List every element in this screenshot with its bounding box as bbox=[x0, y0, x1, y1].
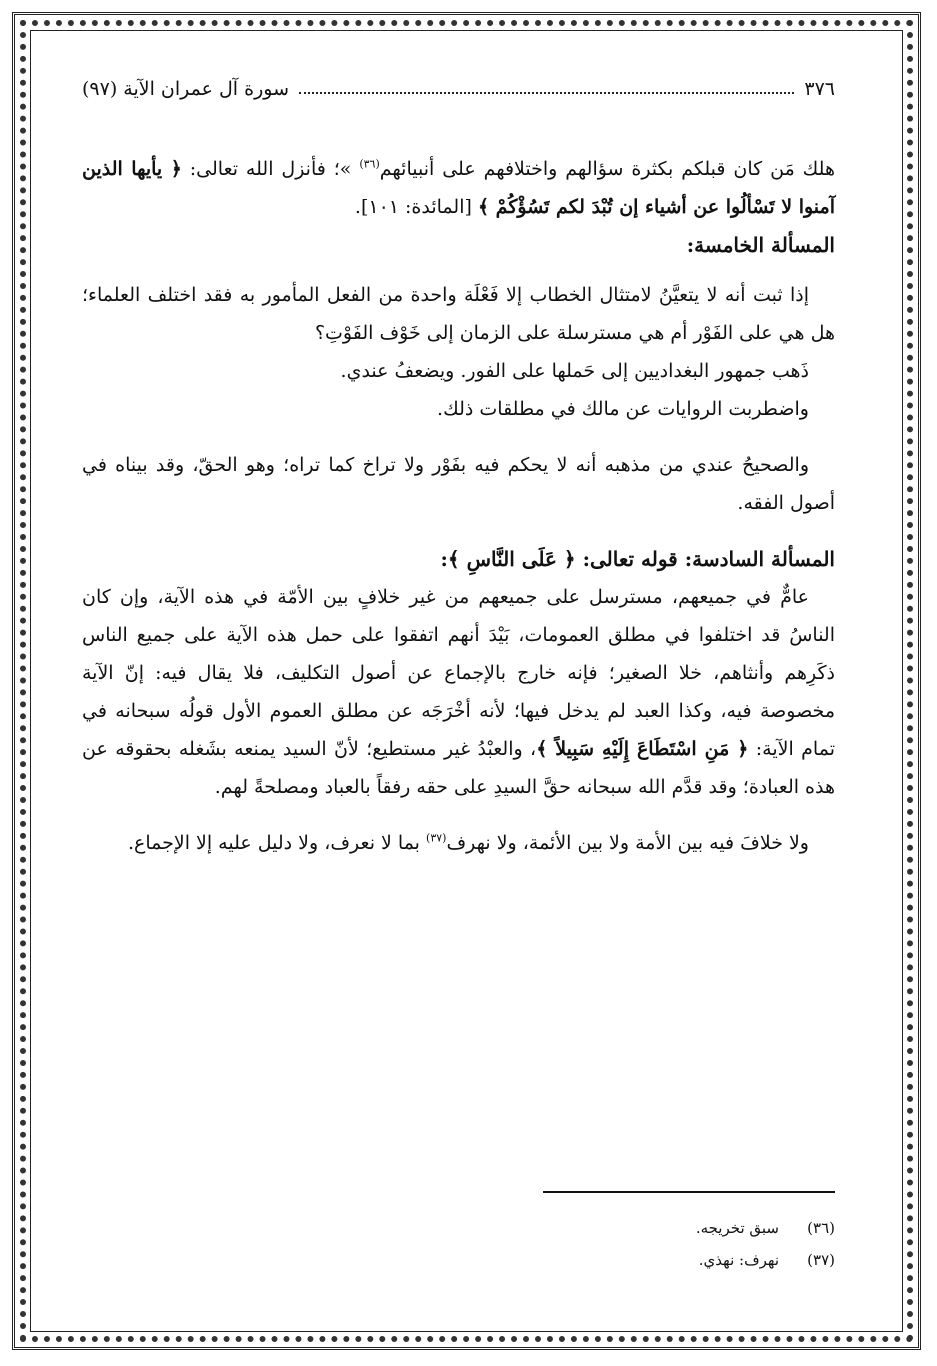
footnote-text: نهرف: نهذي. bbox=[698, 1251, 779, 1269]
footnote-text: سبق تخريجه. bbox=[695, 1219, 779, 1237]
running-title: سورة آل عمران الآية (٩٧) bbox=[82, 78, 289, 100]
footnote-ref-37: (٣٧) bbox=[426, 831, 447, 845]
paragraph-2: إذا ثبت أنه لا يتعيَّنُ لامتثال الخطاب إلا فَعْلَة واحدة من الفعل المأمور به فقد اختلف العلماء؛ هل هي على الفَوْر أم هي مسترسلة على الزمان إلى خَوْف الفَوْتِ؟ bbox=[82, 284, 835, 344]
paragraph-1 bbox=[82, 150, 835, 226]
footnote-separator bbox=[543, 1191, 835, 1193]
paragraph-3: ذَهب جمهور البغداديين إلى حَملها على الفور. ويضعفُ عندي. bbox=[340, 360, 809, 382]
heading-text: : bbox=[440, 547, 448, 571]
header-leader-dots bbox=[299, 92, 794, 94]
paragraph-text: ولا خلافَ فيه بين الأمة ولا بين الأئمة، ولا نهرف bbox=[446, 832, 809, 854]
paragraph-7 bbox=[82, 824, 835, 862]
page-body bbox=[82, 150, 835, 862]
footnote-ref-36: (٣٦) bbox=[359, 157, 380, 171]
section-heading-6 bbox=[82, 540, 835, 578]
footnote-number: (٣٦) bbox=[807, 1219, 835, 1237]
paragraph-4: واضطربت الروايات عن مالك في مطلقات ذلك. bbox=[437, 398, 809, 420]
paragraph-text: بما لا نعرف، ولا دليل عليه إلا الإجماع. bbox=[127, 832, 427, 854]
section-heading-5: المسألة الخامسة: bbox=[686, 233, 835, 257]
footnote-number: (٣٧) bbox=[807, 1251, 835, 1269]
paragraph-text: عامٌّ في جميعهم، مسترسل على جميعهم من غير خلافٍ بين الأمّة في هذه الآية، وإن كان الناسُ قد اختلفوا في مطلق العمومات، بَيْدَ أنهم اتفقوا على حمل هذه الآية على جميع الناس ذكَرِهم وأنثاهم، خلا الصغير؛ فإنه خارج بالإجماع عن أصول التكليف، فلا يقال فيه: إنّ الآية مخصوصة فيه، وكذا العبد لم يدخل فيها؛ لأنه أخْرَجَه عن مطلق العموم الأول قولُه سبحانه في تمام الآية: bbox=[82, 586, 835, 760]
verse-citation: [المائدة: ١٠١]. bbox=[354, 196, 478, 218]
page-number: ٣٧٦ bbox=[804, 78, 835, 100]
heading-text: المسألة السادسة: قوله تعالى: bbox=[575, 547, 835, 571]
paragraph-text: هلك مَن كان قبلكم بكثرة سؤالهم واختلافهم على أنبيائهم bbox=[379, 158, 835, 180]
quran-verse: ﴿ عَلَى النَّاسِ ﴾ bbox=[447, 547, 576, 571]
paragraph-text: ، والعبْدُ غير مستطيع؛ لأنّ السيد يمنعه بشَغله بحقوقه عن هذه العبادة؛ وقد قدَّم الله سبحانه حقَّ السيدِ على حقه رفقاً بالعباد ومصلحةً لهم. bbox=[82, 738, 835, 798]
running-header bbox=[82, 66, 835, 100]
paragraph-6 bbox=[82, 578, 835, 806]
paragraph-text: »؛ فأنزل الله تعالى: bbox=[189, 158, 360, 180]
footnote-37 bbox=[435, 1244, 835, 1276]
footnote-36 bbox=[435, 1212, 835, 1244]
footnotes bbox=[435, 1212, 835, 1276]
quran-verse: ﴿ يأيها الذين آمنوا لا تَسْألُوا عن أشياء إن تُبْدَ لكم تَسُؤْكُمْ ﴾ bbox=[82, 158, 835, 218]
paragraph-5: والصحيحُ عندي من مذهبه أنه لا يحكم فيه بفَوْر ولا تراخ كما تراه؛ وهو الحقّ، وقد بيناه في أصول الفقه. bbox=[82, 454, 835, 514]
quran-verse: ﴿ مَنِ اسْتَطَاعَ إِلَيْهِ سَبِيلاً ﴾ bbox=[536, 738, 749, 760]
